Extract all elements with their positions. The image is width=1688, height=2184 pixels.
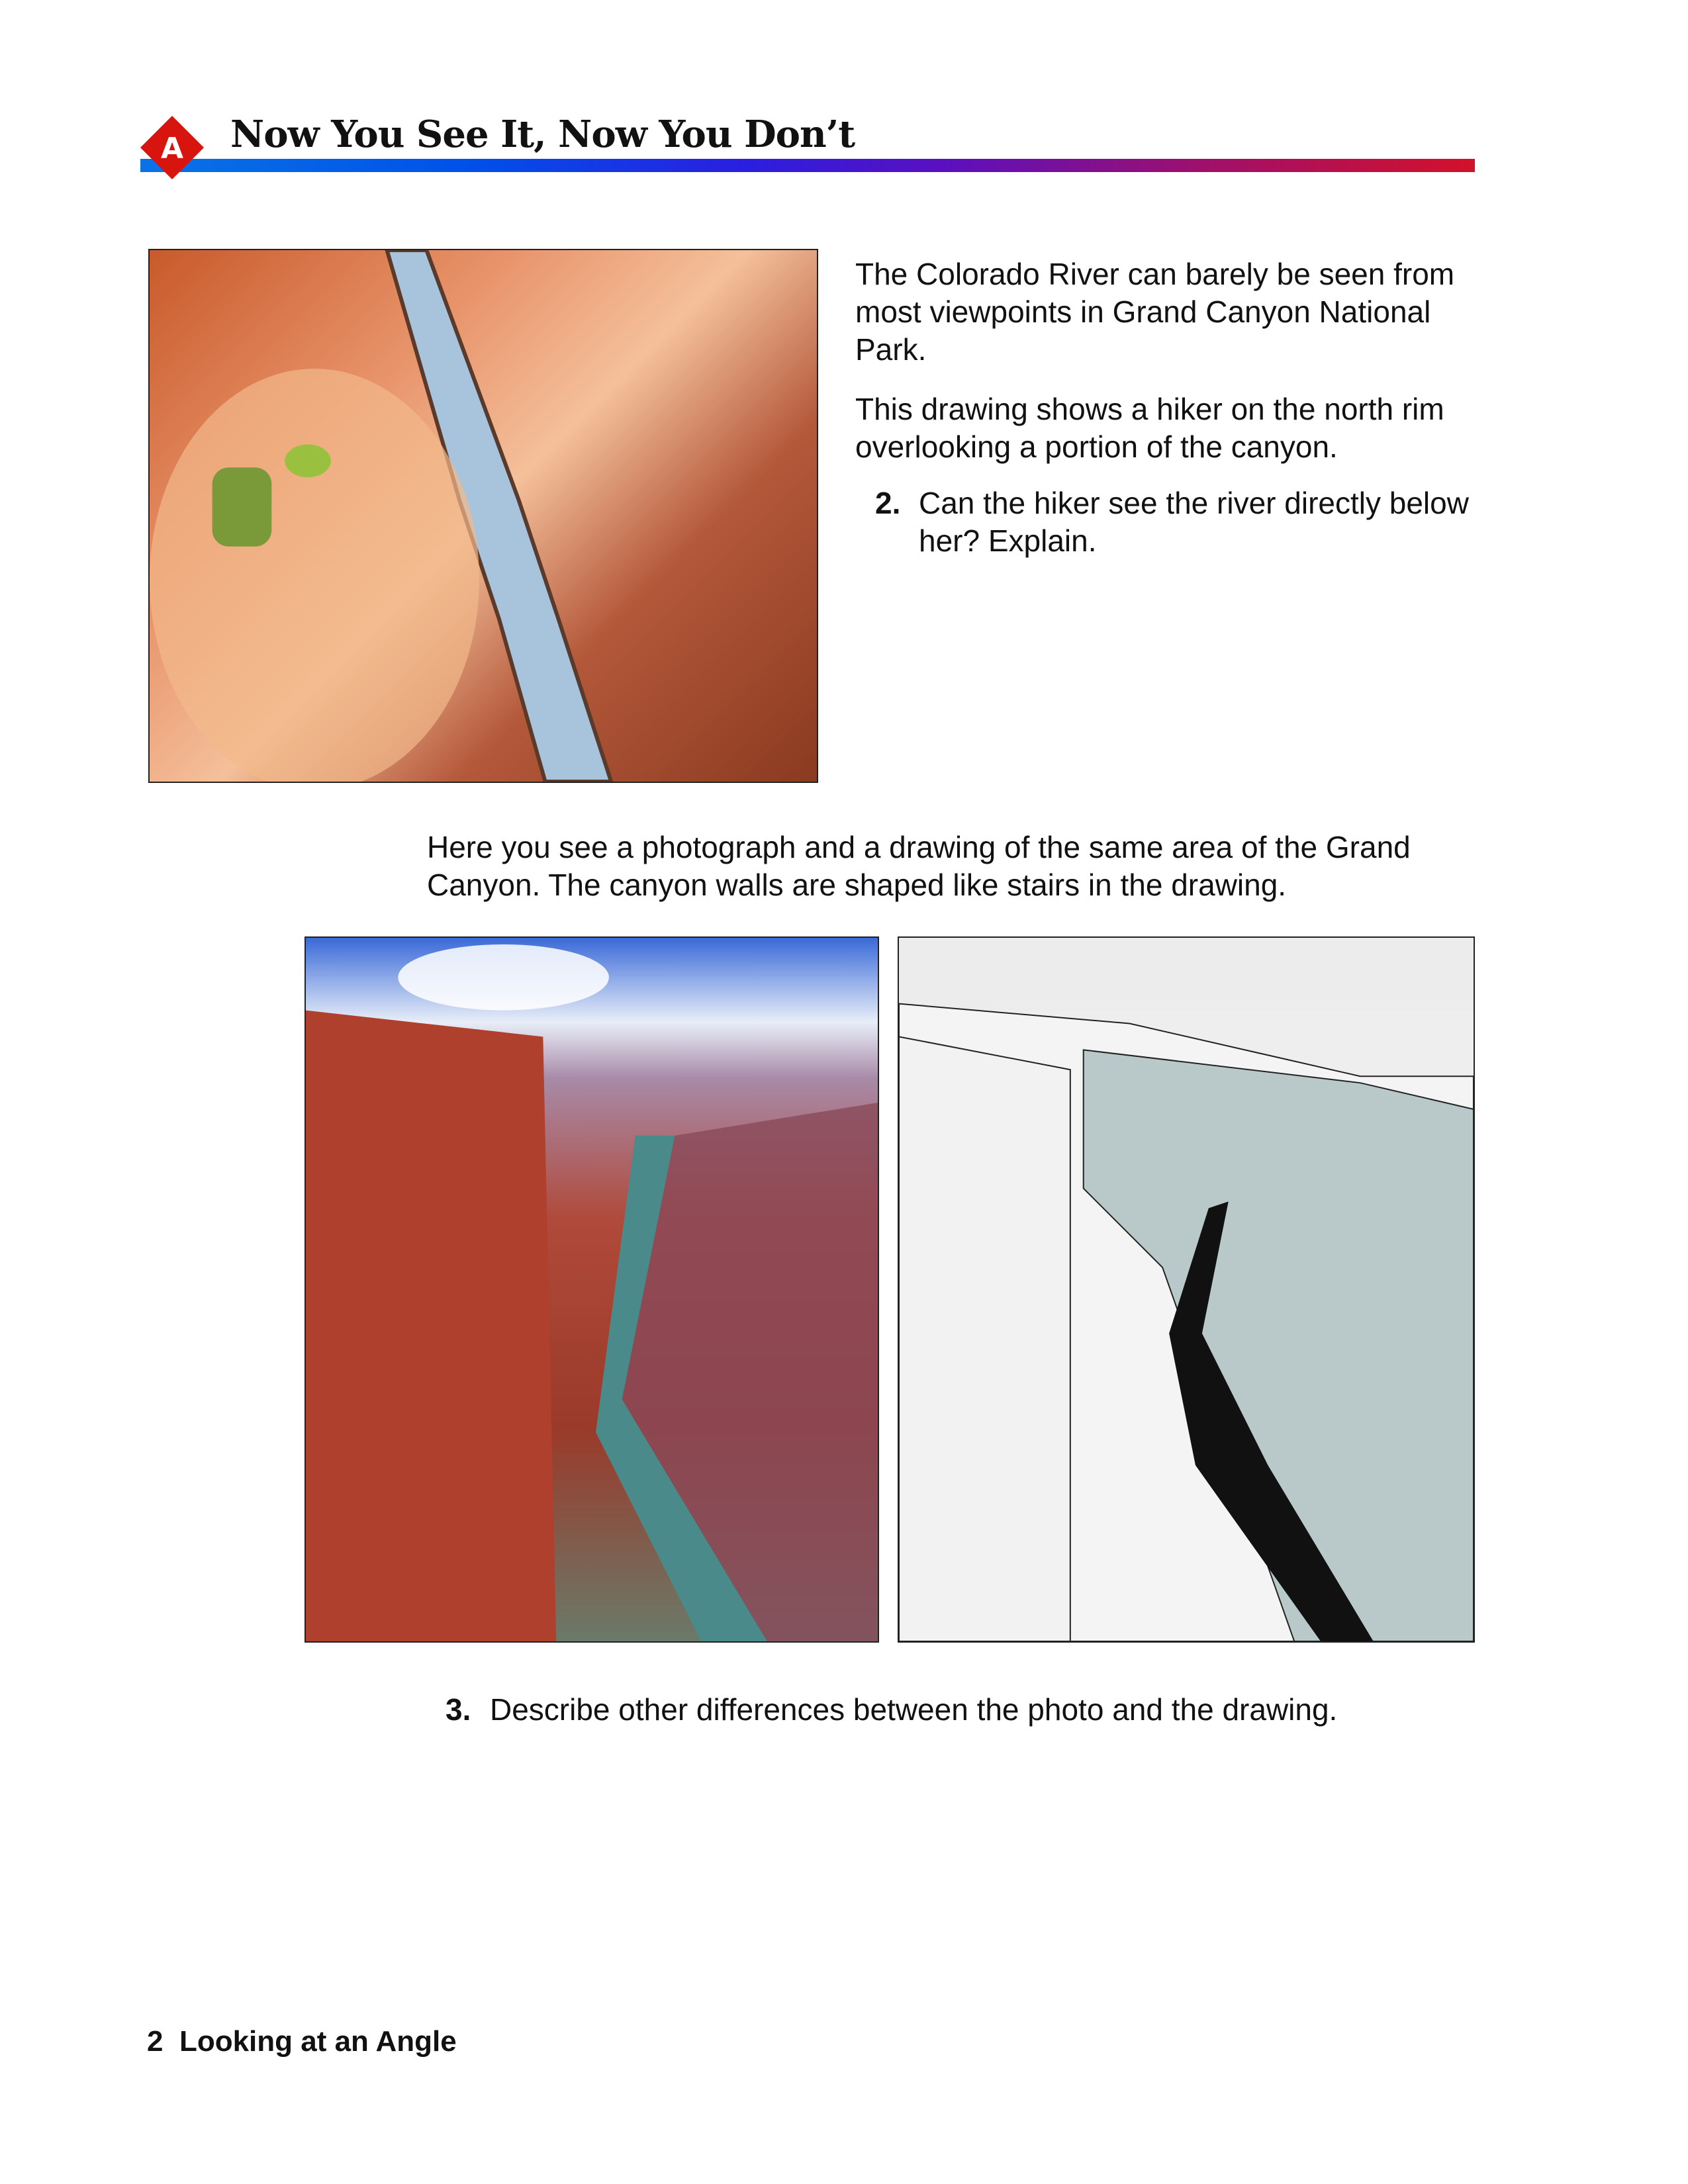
- canyon-photograph: [305, 936, 879, 1643]
- question-2-text: Can the hiker see the river directly below her? Explain.: [919, 486, 1469, 558]
- question-3-number: 3.: [445, 1692, 471, 1727]
- badge-letter: A: [160, 132, 184, 165]
- question-3-text: Describe other differences between the photo and the drawing.: [490, 1692, 1338, 1727]
- section-name: Looking at an Angle: [179, 2025, 457, 2058]
- canyon-line-drawing: [898, 936, 1475, 1643]
- header-gradient-bar: [140, 159, 1475, 172]
- question-2-number: 2.: [875, 486, 901, 520]
- page-footer: [147, 2025, 457, 2058]
- intro-paragraph-1: The Colorado River can barely be seen from most viewpoints in Grand Canyon National Park.: [855, 257, 1455, 367]
- section-badge-icon: [140, 116, 204, 179]
- intro-paragraph-2: This drawing shows a hiker on the north rim overlooking a portion of the canyon.: [855, 392, 1444, 464]
- page-number: 2: [147, 2025, 164, 2058]
- hiker-drawing-image: [148, 249, 818, 783]
- page-title: Now You See It, Now You Don’t: [230, 113, 855, 156]
- comparison-paragraph: Here you see a photograph and a drawing of the same area of the Grand Canyon. The canyon walls are shaped like stairs in the drawing.: [427, 830, 1411, 902]
